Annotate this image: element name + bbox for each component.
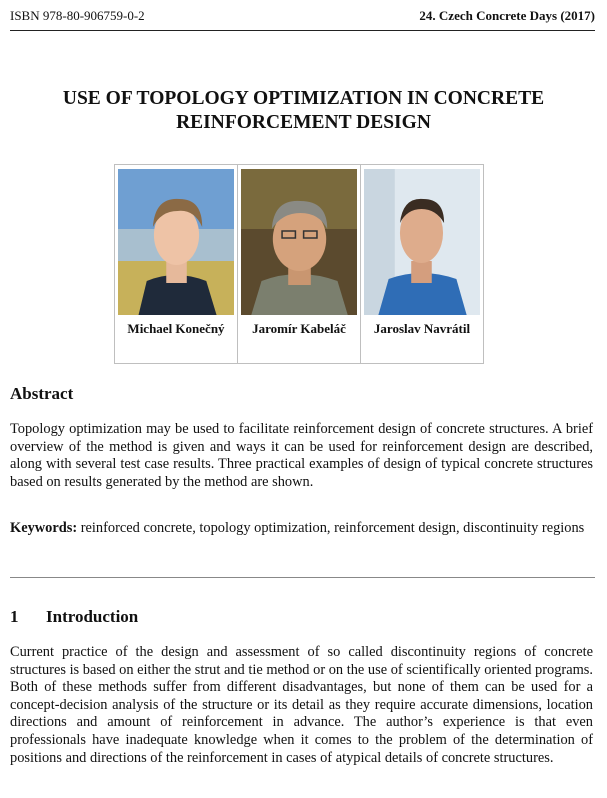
paper-title: [0, 87, 607, 135]
header-divider: [10, 30, 595, 31]
abstract-heading: Abstract: [10, 384, 74, 403]
keywords: [10, 520, 593, 538]
keywords-text: reinforced concrete, topology optimization, reinforcement design, discontinuity regions: [77, 520, 585, 536]
author-photo-1: [118, 169, 234, 315]
section-heading-introduction: [10, 607, 138, 627]
paper-title-line-1: USE OF TOPOLOGY OPTIMIZATION IN CONCRETE: [62, 88, 545, 109]
author-photo-3: [364, 169, 480, 315]
author-name-1: Michael Konečný: [127, 321, 225, 336]
author-cell-2: [237, 165, 360, 363]
conference-name: 24. Czech Concrete Days (2017): [419, 8, 595, 23]
paper-title-line-2: REINFORCEMENT DESIGN: [176, 112, 431, 133]
authors-table: [114, 164, 484, 364]
keywords-label: Keywords:: [10, 520, 78, 536]
author-name-2: Jaromír Kabeláč: [252, 321, 346, 336]
author-cell-1: [115, 165, 237, 363]
section-divider: [10, 577, 595, 578]
author-cell-3: [360, 165, 483, 363]
author-name-3: Jaroslav Navrátil: [373, 321, 471, 336]
section-title: Introduction: [46, 607, 139, 626]
author-photo-2: [241, 169, 357, 315]
abstract-text: Topology optimization may be used to facilitate reinforcement design of concrete structures. A brief overview of the method is given and ways it can be used for reinforcement design are described, along with several test case results. Three practical examples of design of typical concrete structures based on results generated by the method are shown.: [10, 421, 593, 490]
isbn-text: ISBN 978-80-906759-0-2: [10, 8, 145, 23]
page-header: [10, 8, 595, 26]
section-number: 1: [10, 607, 19, 626]
introduction-text: Current practice of the design and assessment of so called discontinuity regions of concrete structures is based on either the strut and tie method or on the use of scientifically oriented programs. Both of these methods suffer from different disadvantages, but none of them can be used for a concept-decision analysis of the structure or its detail as they require accurate dimensions, location directions and amount of reinforcement in advance. The author’s experience is that even professionals have inadequate knowledge when it comes to the problem of the determination of positions and directions of the reinforcement in cases of atypical details of concrete structures.: [10, 644, 593, 766]
